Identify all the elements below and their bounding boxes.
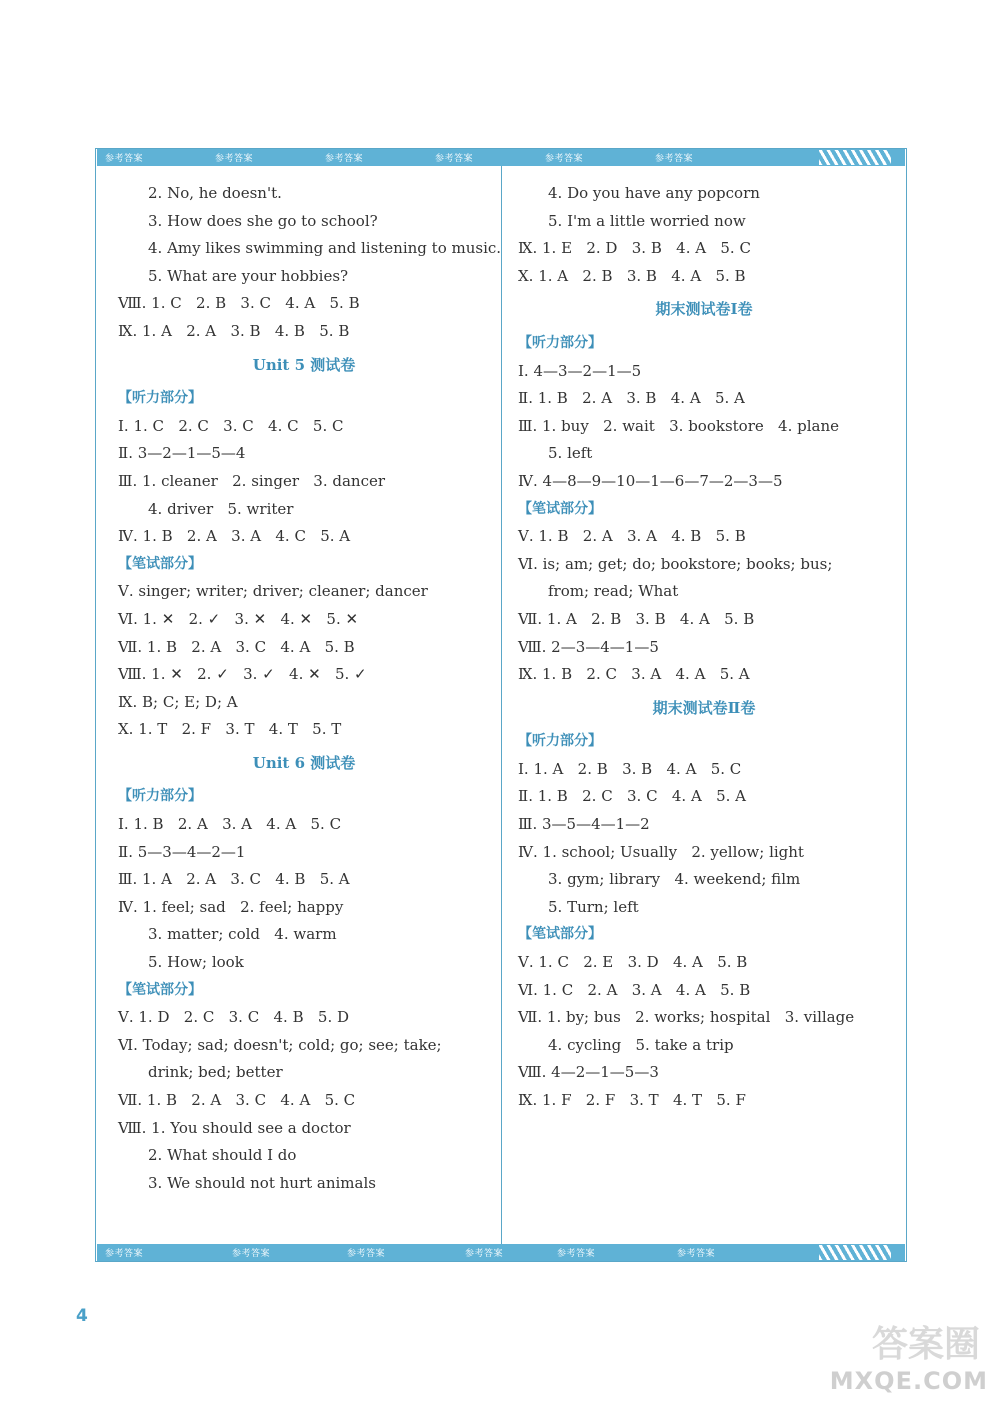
- band-label: 参考答案: [435, 154, 474, 164]
- answer-line: Ⅸ. 1. E 2. D 3. B 4. A 5. C: [518, 239, 751, 258]
- band-label: 参考答案: [215, 154, 254, 164]
- test-heading: Unit 5 测试卷: [252, 355, 356, 374]
- watermark-url: MXQE.COM: [829, 1367, 988, 1395]
- answer-line: 4. driver 5. writer: [148, 499, 294, 518]
- band-label: 参考答案: [105, 154, 144, 164]
- answer-line: 5. What are your hobbies?: [148, 266, 349, 285]
- watermark-title: 答案圈: [871, 1324, 980, 1365]
- band-label: 参考答案: [557, 1249, 596, 1259]
- answer-line: Ⅶ. 1. B 2. A 3. C 4. A 5. B: [118, 637, 355, 656]
- section-label: 【听力部分】: [518, 334, 602, 351]
- answer-line: Ⅲ. 3—5—4—1—2: [518, 815, 650, 834]
- answer-line: Ⅳ. 1. feel; sad 2. feel; happy: [118, 897, 344, 916]
- answer-line: 5. Turn; left: [548, 897, 639, 916]
- column-divider: [501, 166, 502, 1244]
- answer-line: 5. I'm a little worried now: [548, 211, 746, 230]
- answer-line: Ⅴ. singer; writer; driver; cleaner; dancer: [118, 582, 428, 601]
- answer-line: Ⅱ. 1. B 2. A 3. B 4. A 5. A: [518, 389, 745, 408]
- answer-line: from; read; What: [548, 582, 679, 601]
- answer-line: Ⅵ. 1. C 2. A 3. A 4. A 5. B: [518, 980, 751, 999]
- answer-line: Ⅰ. 1. C 2. C 3. C 4. C 5. C: [118, 416, 344, 435]
- answer-line: Ⅵ. is; am; get; do; bookstore; books; bus;: [518, 554, 833, 573]
- section-label: 【听力部分】: [518, 733, 602, 750]
- footer-band: [97, 1244, 905, 1261]
- answer-line: Ⅶ. 1. B 2. A 3. C 4. A 5. C: [118, 1091, 356, 1109]
- answer-line: Ⅴ. 1. D 2. C 3. C 4. B 5. D: [118, 1008, 350, 1027]
- answer-line: Ⅵ. Today; sad; doesn't; cold; go; see; take;: [118, 1035, 442, 1054]
- answer-line: 3. We should not hurt animals: [148, 1173, 376, 1192]
- answer-line: Ⅲ. 1. cleaner 2. singer 3. dancer: [118, 471, 386, 490]
- test-heading: 期末测试卷Ⅰ卷: [655, 300, 753, 319]
- answer-line: Ⅷ. 1. C 2. B 3. C 4. A 5. B: [118, 294, 360, 313]
- answer-line: Ⅳ. 1. school; Usually 2. yellow; light: [518, 842, 804, 861]
- answer-line: Ⅷ. 4—2—1—5—3: [518, 1063, 659, 1082]
- band-label: 参考答案: [325, 154, 364, 164]
- test-heading: 期末测试卷Ⅱ卷: [652, 698, 756, 717]
- page-number: 4: [76, 1306, 88, 1326]
- answer-line: Ⅴ. 1. C 2. E 3. D 4. A 5. B: [518, 953, 748, 972]
- answer-line: 3. matter; cold 4. warm: [148, 925, 337, 944]
- answer-line: 2. No, he doesn't.: [148, 184, 282, 202]
- section-label: 【笔试部分】: [518, 926, 602, 943]
- band-label: 参考答案: [347, 1249, 386, 1259]
- answer-line: Ⅷ. 1. ✕ 2. ✓ 3. ✓ 4. ✕ 5. ✓: [118, 665, 367, 684]
- answer-line: drink; bed; better: [148, 1063, 283, 1082]
- band-label: 参考答案: [655, 154, 694, 164]
- answer-line: 5. How; look: [148, 953, 244, 972]
- answer-line: Ⅸ. B; C; E; D; A: [118, 692, 238, 711]
- answer-line: Ⅰ. 1. B 2. A 3. A 4. A 5. C: [118, 815, 342, 834]
- answer-line: Ⅷ. 2—3—4—1—5: [518, 637, 659, 656]
- answer-line: Ⅶ. 1. A 2. B 3. B 4. A 5. B: [518, 609, 755, 628]
- answer-line: Ⅶ. 1. by; bus 2. works; hospital 3. village: [518, 1008, 855, 1027]
- section-label: 【听力部分】: [118, 390, 202, 407]
- right-answer-column: [518, 180, 890, 1115]
- answer-line: 4. cycling 5. take a trip: [548, 1035, 734, 1054]
- answer-line: Ⅹ. 1. T 2. F 3. T 4. T 5. T: [118, 720, 342, 739]
- band-label: 参考答案: [465, 1249, 504, 1259]
- section-label: 【听力部分】: [118, 788, 202, 805]
- answer-line: Ⅵ. 1. ✕ 2. ✓ 3. ✕ 4. ✕ 5. ✕: [118, 609, 359, 628]
- answer-line: 3. How does she go to school?: [148, 211, 378, 230]
- band-label: 参考答案: [232, 1249, 271, 1259]
- band-label: 参考答案: [677, 1249, 716, 1259]
- answer-line: 3. gym; library 4. weekend; film: [548, 870, 801, 889]
- answer-line: Ⅸ. 1. B 2. C 3. A 4. A 5. A: [518, 665, 750, 684]
- answer-line: Ⅱ. 5—3—4—2—1: [118, 842, 246, 861]
- answer-line: Ⅴ. 1. B 2. A 3. A 4. B 5. B: [518, 527, 746, 546]
- test-heading: Unit 6 测试卷: [252, 753, 356, 772]
- answer-line: Ⅰ. 4—3—2—1—5: [518, 361, 642, 380]
- section-label: 【笔试部分】: [118, 981, 202, 998]
- band-label: 参考答案: [545, 154, 584, 164]
- answer-line: Ⅲ. 1. buy 2. wait 3. bookstore 4. plane: [518, 416, 840, 435]
- answer-line: Ⅸ. 1. F 2. F 3. T 4. T 5. F: [518, 1091, 746, 1109]
- section-label: 【笔试部分】: [518, 500, 602, 517]
- stripe-decoration: [819, 150, 891, 165]
- stripe-decoration: [819, 1245, 891, 1260]
- answer-line: 4. Do you have any popcorn: [548, 184, 760, 202]
- answer-line: Ⅱ. 3—2—1—5—4: [118, 444, 246, 463]
- answer-line: 4. Amy likes swimming and listening to music.: [148, 239, 502, 258]
- answer-line: Ⅳ. 1. B 2. A 3. A 4. C 5. A: [118, 527, 351, 546]
- answer-line: 5. left: [548, 444, 593, 463]
- band-label: 参考答案: [105, 1249, 144, 1259]
- header-band: [97, 149, 905, 166]
- answer-line: Ⅰ. 1. A 2. B 3. B 4. A 5. C: [518, 759, 742, 778]
- answer-line: Ⅳ. 4—8—9—10—1—6—7—2—3—5: [518, 471, 783, 490]
- left-answer-column: [118, 180, 502, 1197]
- answer-line: Ⅲ. 1. A 2. A 3. C 4. B 5. A: [118, 870, 350, 889]
- answer-line: Ⅸ. 1. A 2. A 3. B 4. B 5. B: [118, 321, 350, 340]
- answer-line: 2. What should I do: [148, 1146, 297, 1165]
- answer-line: Ⅱ. 1. B 2. C 3. C 4. A 5. A: [518, 787, 746, 806]
- section-label: 【笔试部分】: [118, 555, 202, 572]
- answer-line: Ⅷ. 1. You should see a doctor: [118, 1118, 351, 1137]
- answer-line: Ⅹ. 1. A 2. B 3. B 4. A 5. B: [518, 266, 746, 285]
